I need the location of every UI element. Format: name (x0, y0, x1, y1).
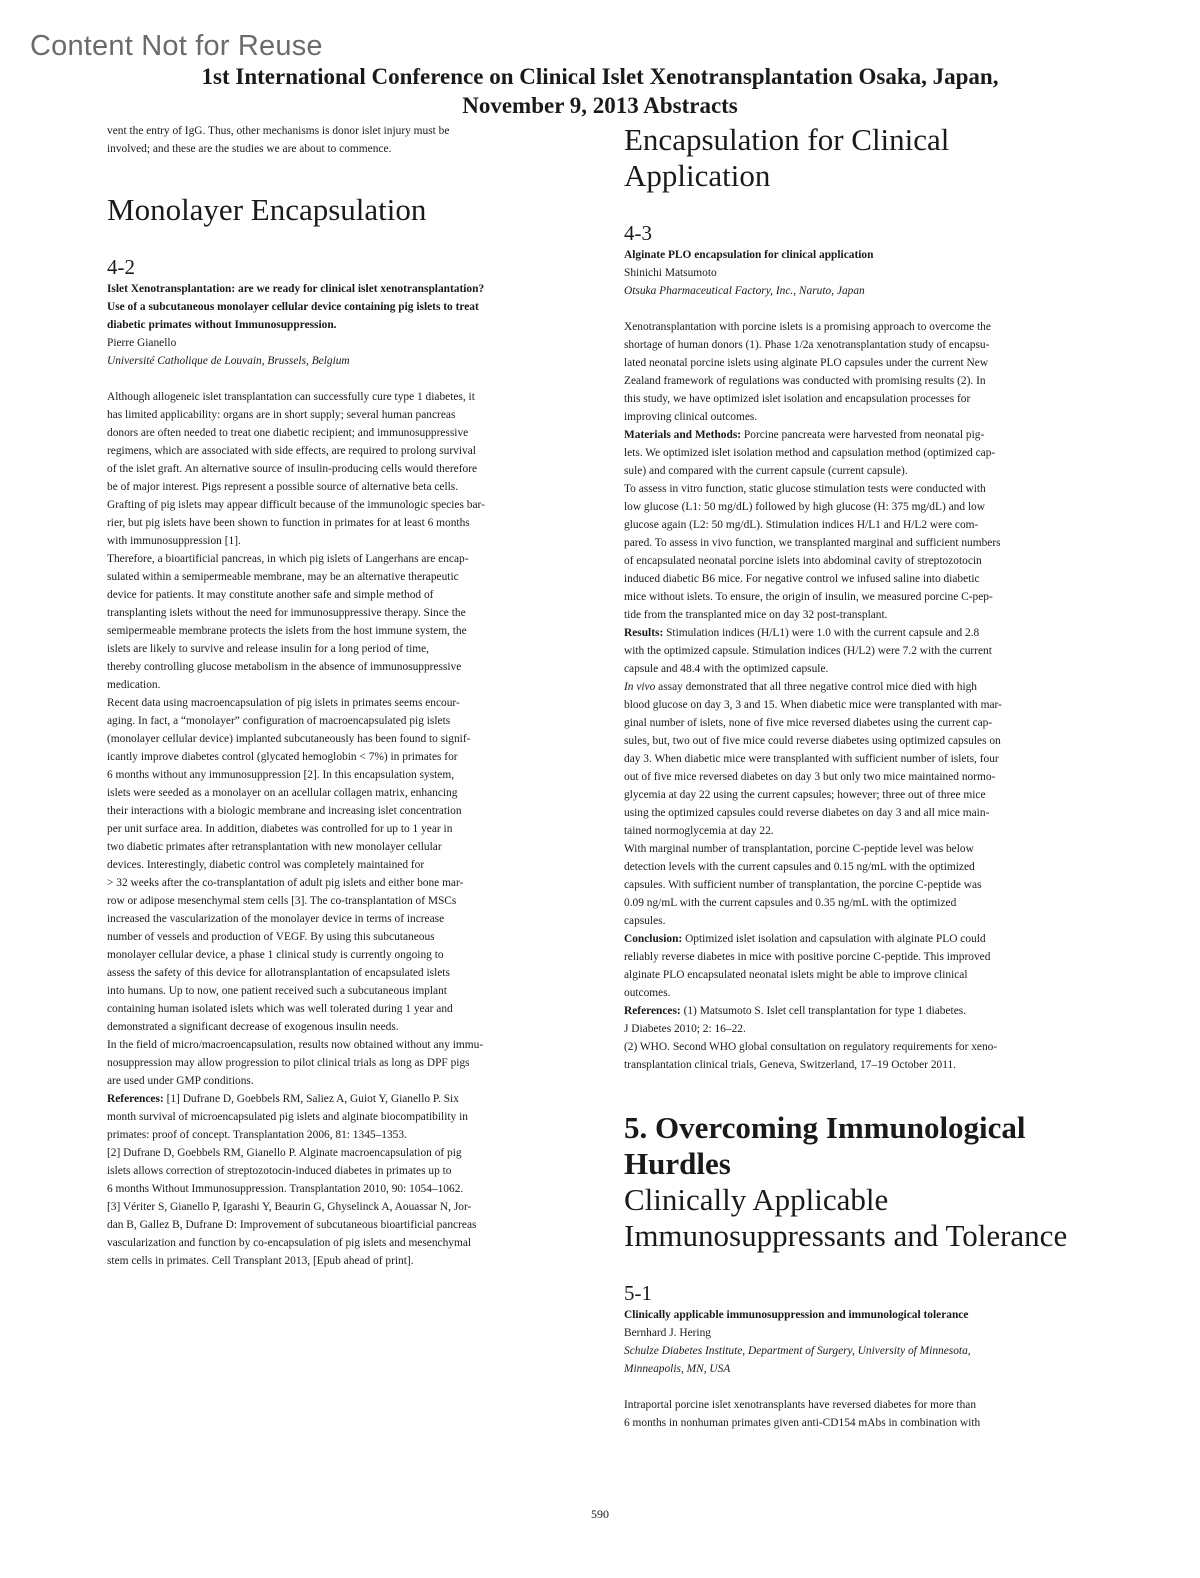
text-line: demonstrated a significant decrease of exogenous insulin needs. (107, 1021, 399, 1033)
text-line: glycemia at day 22 using the current capsules; however; three out of three mice (624, 789, 986, 801)
text-line: 0.09 ng/mL with the current capsules and 0.35 ng/mL with the optimized (624, 897, 957, 909)
references-label: References: (624, 1005, 681, 1017)
text-line: per unit surface area. In addition, diabetes was controlled for up to 1 year in (107, 823, 453, 835)
author: Pierre Gianello (107, 337, 177, 349)
title-line: Hurdles (624, 1146, 731, 1181)
text-line: thereby controlling glucose metabolism in the absence of immunosuppressive (107, 661, 462, 673)
text-line: medication. (107, 679, 161, 691)
text-line: donors are often needed to treat one diabetic recipient; and immunosuppressive (107, 427, 469, 439)
abstract-number: 4-3 (624, 221, 652, 245)
text-line: lets. We optimized islet isolation method and capsulation method (optimized cap- (624, 447, 996, 459)
text-line: of the islet graft. An alternative source of insulin-producing cells would therefore (107, 463, 478, 475)
text-line: transplantation clinical trials, Geneva, Switzerland, 17–19 October 2011. (624, 1059, 957, 1071)
text-line: dan B, Gallez B, Dufrane D: Improvement of subcutaneous bioartificial pancreas (107, 1219, 477, 1231)
text-line: assess the safety of this device for allotransplantation of encapsulated islets (107, 967, 450, 979)
text-line: aging. In fact, a “monolayer” configuration of macroencapsulated pig islets (107, 715, 451, 727)
text-line: [2] Dufrane D, Goebbels RM, Gianello P. Alginate macroencapsulation of pig (107, 1147, 462, 1159)
text-line: month survival of microencapsulated pig islets and alginate biocompatibility in (107, 1111, 468, 1123)
text-line: 6 months in nonhuman primates given anti-CD154 mAbs in combination with (624, 1417, 981, 1429)
text-line: islets allows correction of streptozotocin-induced diabetes in primates up to (107, 1165, 452, 1177)
text-line: To assess in vitro function, static glucose stimulation tests were conducted with (624, 483, 986, 495)
abstract-body (624, 318, 1084, 1074)
text-line: In the field of micro/macroencapsulation, results now obtained without any immu- (107, 1039, 484, 1051)
text-line: sules, but, two out of five mice could reverse diabetes using optimized capsules on (624, 735, 1001, 747)
conclusion-text: Optimized islet isolation and capsulation with alginate PLO could (682, 933, 986, 945)
title-line: Use of a subcutaneous monolayer cellular device containing pig islets to treat (107, 301, 479, 313)
text-line: 6 months Without Immunosuppression. Transplantation 2010, 90: 1054–1062. (107, 1183, 464, 1195)
text-line: With marginal number of transplantation, porcine C-peptide level was below (624, 843, 974, 855)
text-line: into humans. Up to now, one patient received such a subcutaneous implant (107, 985, 447, 997)
text-line: glucose again (L2: 50 mg/dL). Stimulation indices H/L1 and H/L2 were com- (624, 519, 979, 531)
text-line: Recent data using macroencapsulation of pig islets in primates seems encour- (107, 697, 460, 709)
text-line: induced diabetic B6 mice. For negative control we infused saline into diabetic (624, 573, 980, 585)
affiliation: Université Catholique de Louvain, Brussels, Belgium (107, 355, 350, 367)
text-line: capsule and 48.4 with the optimized capsule. (624, 663, 829, 675)
text-line: capsules. With sufficient number of transplantation, the porcine C-peptide was (624, 879, 982, 891)
title-line: Clinically Applicable (624, 1182, 889, 1217)
text-line: Although allogeneic islet transplantation can successfully cure type 1 diabetes, it (107, 391, 475, 403)
text-line: Xenotransplantation with porcine islets is a promising approach to overcome the (624, 321, 991, 333)
abstract-body (624, 1396, 1084, 1432)
text-line: with immunosuppression [1]. (107, 535, 241, 547)
affiliation: Otsuka Pharmaceutical Factory, Inc., Naruto, Japan (624, 285, 865, 297)
affiliation-line: Minneapolis, MN, USA (624, 1363, 731, 1375)
text-line: nosuppression may allow progression to pilot clinical trials as long as DPF pigs (107, 1057, 470, 1069)
text-line: using the optimized capsules could reverse diabetes on day 3 and all mice main- (624, 807, 990, 819)
page-number: 590 (591, 1507, 609, 1521)
text-line: number of vessels and production of VEGF. By using this subcutaneous (107, 931, 435, 943)
text-line: tide from the transplanted mice on day 32 post-transplant. (624, 609, 888, 621)
text-line: devices. Interestingly, diabetic control was completely maintained for (107, 859, 425, 871)
abstract-body (107, 388, 567, 1090)
text-line: their interactions with a biologic membrane and increasing islet concentration (107, 805, 462, 817)
title-line: 5. Overcoming Immunological (624, 1110, 1026, 1145)
in-vivo-text: assay demonstrated that all three negative control mice died with high (655, 681, 977, 693)
text-line: with the optimized capsule. Stimulation indices (H/L2) were 7.2 with the current (624, 645, 992, 657)
text-line: blood glucose on day 3, 3 and 15. When diabetic mice were transplanted with mar- (624, 699, 1002, 711)
running-head (0, 62, 1200, 120)
affiliation (624, 1342, 1084, 1378)
text-line: day 3. When diabetic mice were transplanted with sufficient number of islets, four (624, 753, 999, 765)
text-line: improving clinical outcomes. (624, 411, 758, 423)
text-line: mice without islets. To ensure, the origin of insulin, we measured porcine C-pep- (624, 591, 993, 603)
references (107, 1090, 567, 1270)
text-line: (2) WHO. Second WHO global consultation on regulatory requirements for xeno- (624, 1041, 998, 1053)
text-line: pared. To assess in vivo function, we transplanted marginal and sufficient numbers (624, 537, 1001, 549)
text-line: islets were seeded as a monolayer on an acellular collagen matrix, enhancing (107, 787, 458, 799)
text-line: transplanting islets without the need for immunosuppressive therapy. Since the (107, 607, 466, 619)
author: Shinichi Matsumoto (624, 267, 717, 279)
right-column (624, 122, 1084, 1432)
text-line: vent the entry of IgG. Thus, other mechanisms is donor islet injury must be (107, 125, 450, 137)
running-head-line-2: November 9, 2013 Abstracts (462, 93, 738, 118)
abstract-number: 4-2 (107, 255, 135, 279)
reference-text: (1) Matsumoto S. Islet cell transplantation for type 1 diabetes. (680, 1005, 967, 1017)
text-line: detection levels with the current capsules and 0.15 ng/mL with the optimized (624, 861, 975, 873)
text-line: Zealand framework of regulations was conducted with promising results (2). In (624, 375, 986, 387)
text-line: regimens, which are associated with side effects, are required to prolong survival (107, 445, 476, 457)
in-vivo-italic: In vivo (624, 681, 656, 693)
text-line: ginal number of islets, none of five mice reversed diabetes using the current cap- (624, 717, 993, 729)
text-line: monolayer cellular device, a phase 1 clinical study is currently ongoing to (107, 949, 444, 961)
text-line: containing human isolated islets which was well tolerated during 1 year and (107, 1003, 453, 1015)
title-line: Application (624, 158, 771, 193)
text-line: icantly improve diabetes control (glycated hemoglobin < 7%) in primates for (107, 751, 458, 763)
text-line: be of major interest. Pigs represent a possible source of alternative beta cells. (107, 481, 459, 493)
text-line (624, 1002, 1084, 1020)
text-line: two diabetic primates after retransplantation with new monolayer cellular (107, 841, 442, 853)
text-line: > 32 weeks after the co-transplantation of adult pig islets and either bone mar- (107, 877, 464, 889)
text-line: islets are likely to survive and release insulin for a long period of time, (107, 643, 430, 655)
text-line: this study, we have optimized islet isolation and encapsulation processes for (624, 393, 971, 405)
part-title (624, 1110, 1084, 1182)
text-line: row or adipose mesenchymal stem cells [3]. The co-transplantation of MSCs (107, 895, 457, 907)
title-line: Islet Xenotransplantation: are we ready for clinical islet xenotransplantation? (107, 283, 485, 295)
title-line: Immunosuppressants and Tolerance (624, 1218, 1068, 1253)
text-line: increased the vascularization of the monolayer device in terms of increase (107, 913, 445, 925)
author: Bernhard J. Hering (624, 1327, 711, 1339)
text-line: device for patients. It may constitute another safe and simple method of (107, 589, 434, 601)
conclusion-label: Conclusion: (624, 933, 683, 945)
reference-text: [1] Dufrane D, Goebbels RM, Saliez A, Guiot Y, Gianello P. Six (163, 1093, 459, 1105)
text-line: capsules. (624, 915, 666, 927)
text-line: lated neonatal porcine islets using alginate PLO capsules under the current New (624, 357, 989, 369)
text-line (624, 678, 1084, 696)
subsection-title (624, 1182, 1084, 1254)
text-line: reliably reverse diabetes in mice with positive porcine C-peptide. This improved (624, 951, 991, 963)
results-text: Stimulation indices (H/L1) were 1.0 with the current capsule and 2.8 (663, 627, 980, 639)
text-line: semipermeable membrane protects the islets from the host immune system, the (107, 625, 467, 637)
text-line (624, 624, 1084, 642)
left-column (107, 122, 567, 1270)
text-line (624, 930, 1084, 948)
text-line: out of five mice reversed diabetes on day 3 but only two mice maintained normo- (624, 771, 996, 783)
text-line: vascularization and function by co-encapsulation of pig islets and mesenchymal (107, 1237, 472, 1249)
abstract-title: Clinically applicable immunosuppression and immunological tolerance (624, 1309, 969, 1321)
section-title: Monolayer Encapsulation (107, 192, 427, 227)
text-line: (monolayer cellular device) implanted subcutaneously has been found to signif- (107, 733, 471, 745)
section-title (624, 122, 1084, 194)
text-line: stem cells in primates. Cell Transplant 2013, [Epub ahead of print]. (107, 1255, 414, 1267)
text-line: involved; and these are the studies we are about to commence. (107, 143, 392, 155)
text-line: low glucose (L1: 50 mg/dL) followed by high glucose (H: 375 mg/dL) and low (624, 501, 985, 513)
text-line: sulated within a semipermeable membrane, may be an alternative therapeutic (107, 571, 459, 583)
text-line: tained normoglycemia at day 22. (624, 825, 774, 837)
text-line: primates: proof of concept. Transplantation 2006, 81: 1345–1353. (107, 1129, 407, 1141)
text-line: Grafting of pig islets may appear difficult because of the immunologic species bar- (107, 499, 485, 511)
text-line (624, 426, 1084, 444)
affiliation-line: Schulze Diabetes Institute, Department of Surgery, University of Minnesota, (624, 1345, 971, 1357)
text-line: sule) and compared with the current capsule (current capsule). (624, 465, 908, 477)
continued-text (107, 122, 567, 158)
abstract-number: 5-1 (624, 1281, 652, 1305)
text-line: Intraportal porcine islet xenotransplants have reversed diabetes for more than (624, 1399, 977, 1411)
text-line: are used under GMP conditions. (107, 1075, 254, 1087)
watermark: Content Not for Reuse (30, 30, 323, 62)
text-line: Therefore, a bioartificial pancreas, in which pig islets of Langerhans are encap- (107, 553, 469, 565)
text-line: outcomes. (624, 987, 671, 999)
text-line: has limited applicability: organs are in short supply; several human pancreas (107, 409, 456, 421)
methods-label: Materials and Methods: (624, 429, 742, 441)
running-head-line-1: 1st International Conference on Clinical Islet Xenotransplantation Osaka, Japan, (201, 64, 999, 89)
methods-text: Porcine pancreata were harvested from neonatal pig- (741, 429, 985, 441)
text-line: rier, but pig islets have been shown to function in primates for at least 6 months (107, 517, 470, 529)
title-line: Encapsulation for Clinical (624, 122, 950, 157)
text-line: J Diabetes 2010; 2: 16–22. (624, 1023, 746, 1035)
text-line: shortage of human donors (1). Phase 1/2a xenotransplantation study of encapsu- (624, 339, 990, 351)
title-line: diabetic primates without Immunosuppression. (107, 319, 337, 331)
text-line: of encapsulated neonatal porcine islets into abdominal cavity of streptozotocin (624, 555, 982, 567)
abstract-title (107, 280, 567, 334)
text-line: alginate PLO encapsulated neonatal islets might be able to improve clinical (624, 969, 968, 981)
references-label: References: (107, 1093, 164, 1105)
text-line: [3] Vériter S, Gianello P, Igarashi Y, Beaurin G, Ghyselinck A, Aouassar N, Jor- (107, 1201, 472, 1213)
text-line: 6 months without any immunosuppression [2]. In this encapsulation system, (107, 769, 455, 781)
abstract-title: Alginate PLO encapsulation for clinical application (624, 249, 874, 261)
results-label: Results: (624, 627, 664, 639)
text-line (107, 1090, 567, 1108)
